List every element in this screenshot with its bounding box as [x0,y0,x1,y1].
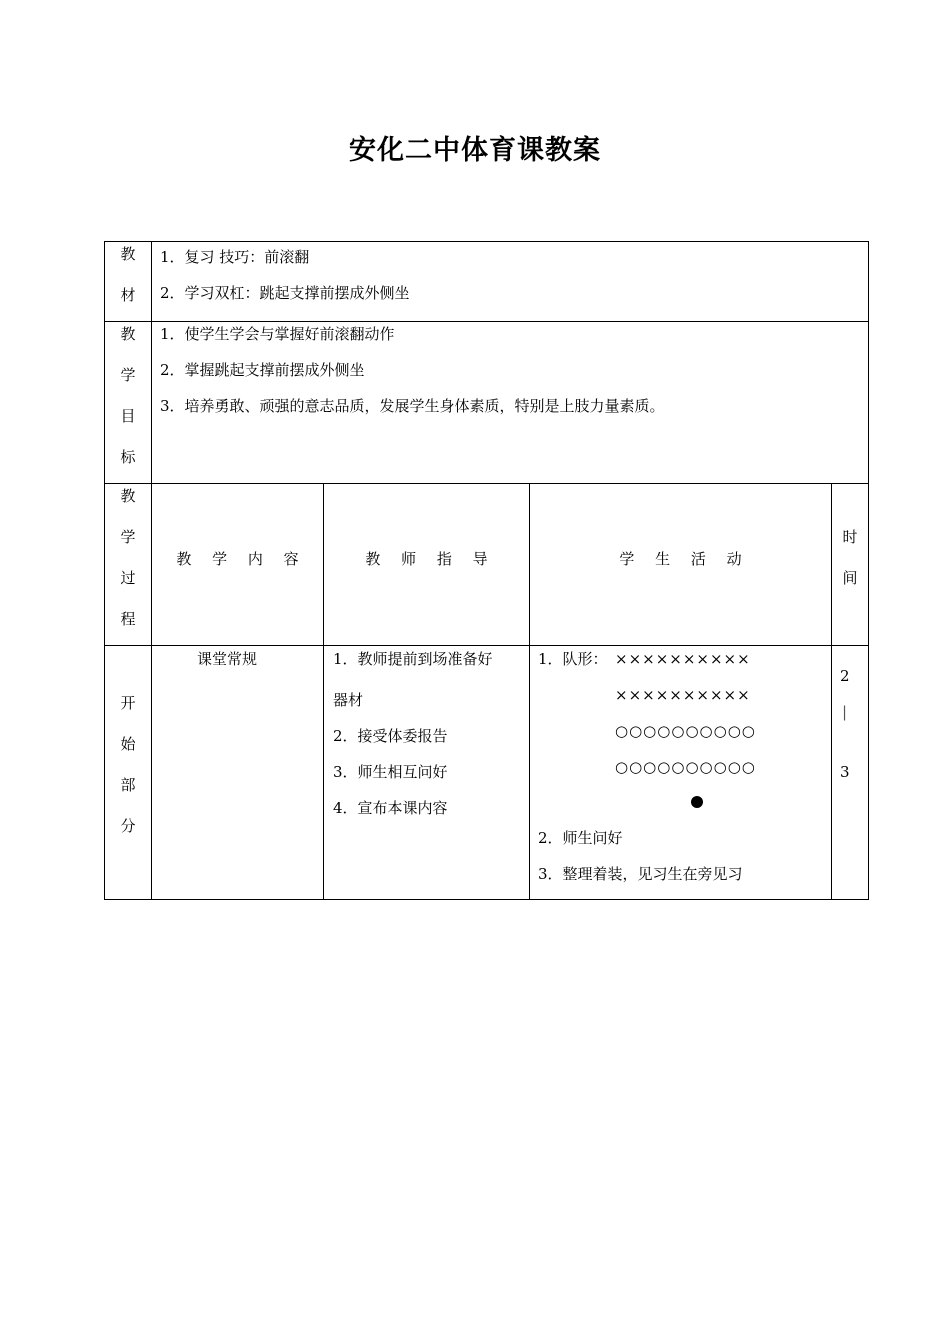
objectives-label: 教 学 目 标 [120,325,136,466]
teacher-position-dot [691,796,703,808]
materials-item: 2．学习双杠：跳起支撑前摆成外侧坐 [160,284,410,302]
objective-item: 3．培养勇敢、顽强的意志品质，发展学生身体素质，特别是上肢力量素质。 [160,397,665,415]
opening-label: 开 始 部 分 [120,694,136,835]
student-item: 3．整理着装，见习生在旁见习 [538,865,743,883]
header-student: 学 生 活 动 [619,550,742,568]
formation-row: ×××××××××× [615,686,751,704]
student-item: 2．师生问好 [538,829,623,847]
teacher-item: 4．宣布本课内容 [333,799,448,817]
row-divider [104,483,869,484]
teacher-item: 3．师生相互问好 [333,763,448,781]
time-value: 3 [840,763,850,781]
teacher-item: 2．接受体委报告 [333,727,448,745]
teacher-item: 1．教师提前到场准备好 [333,650,493,668]
process-label: 教 学 过 程 [120,487,136,628]
time-value: 2 [840,667,850,685]
header-teacher: 教 师 指 导 [365,550,488,568]
objective-item: 1．使学生学会与掌握好前滚翻动作 [160,325,395,343]
formation-label: 1．队形： [538,650,608,668]
page-title: 安化二中体育课教案 [349,135,601,166]
opening-content: 课堂常规 [196,650,257,668]
formation-row: ○○○○○○○○○○ [615,722,756,740]
materials-label: 教 材 [120,245,136,304]
formation-row: ×××××××××× [615,650,751,668]
header-time: 时 间 [842,528,858,587]
header-content: 教 学 内 容 [176,550,299,568]
formation-row: ○○○○○○○○○○ [615,758,756,776]
teacher-item: 器材 [333,691,364,709]
objective-item: 2．掌握跳起支撑前摆成外侧坐 [160,361,365,379]
materials-item: 1．复习 技巧：前滚翻 [160,248,310,266]
time-separator: | [842,703,848,721]
